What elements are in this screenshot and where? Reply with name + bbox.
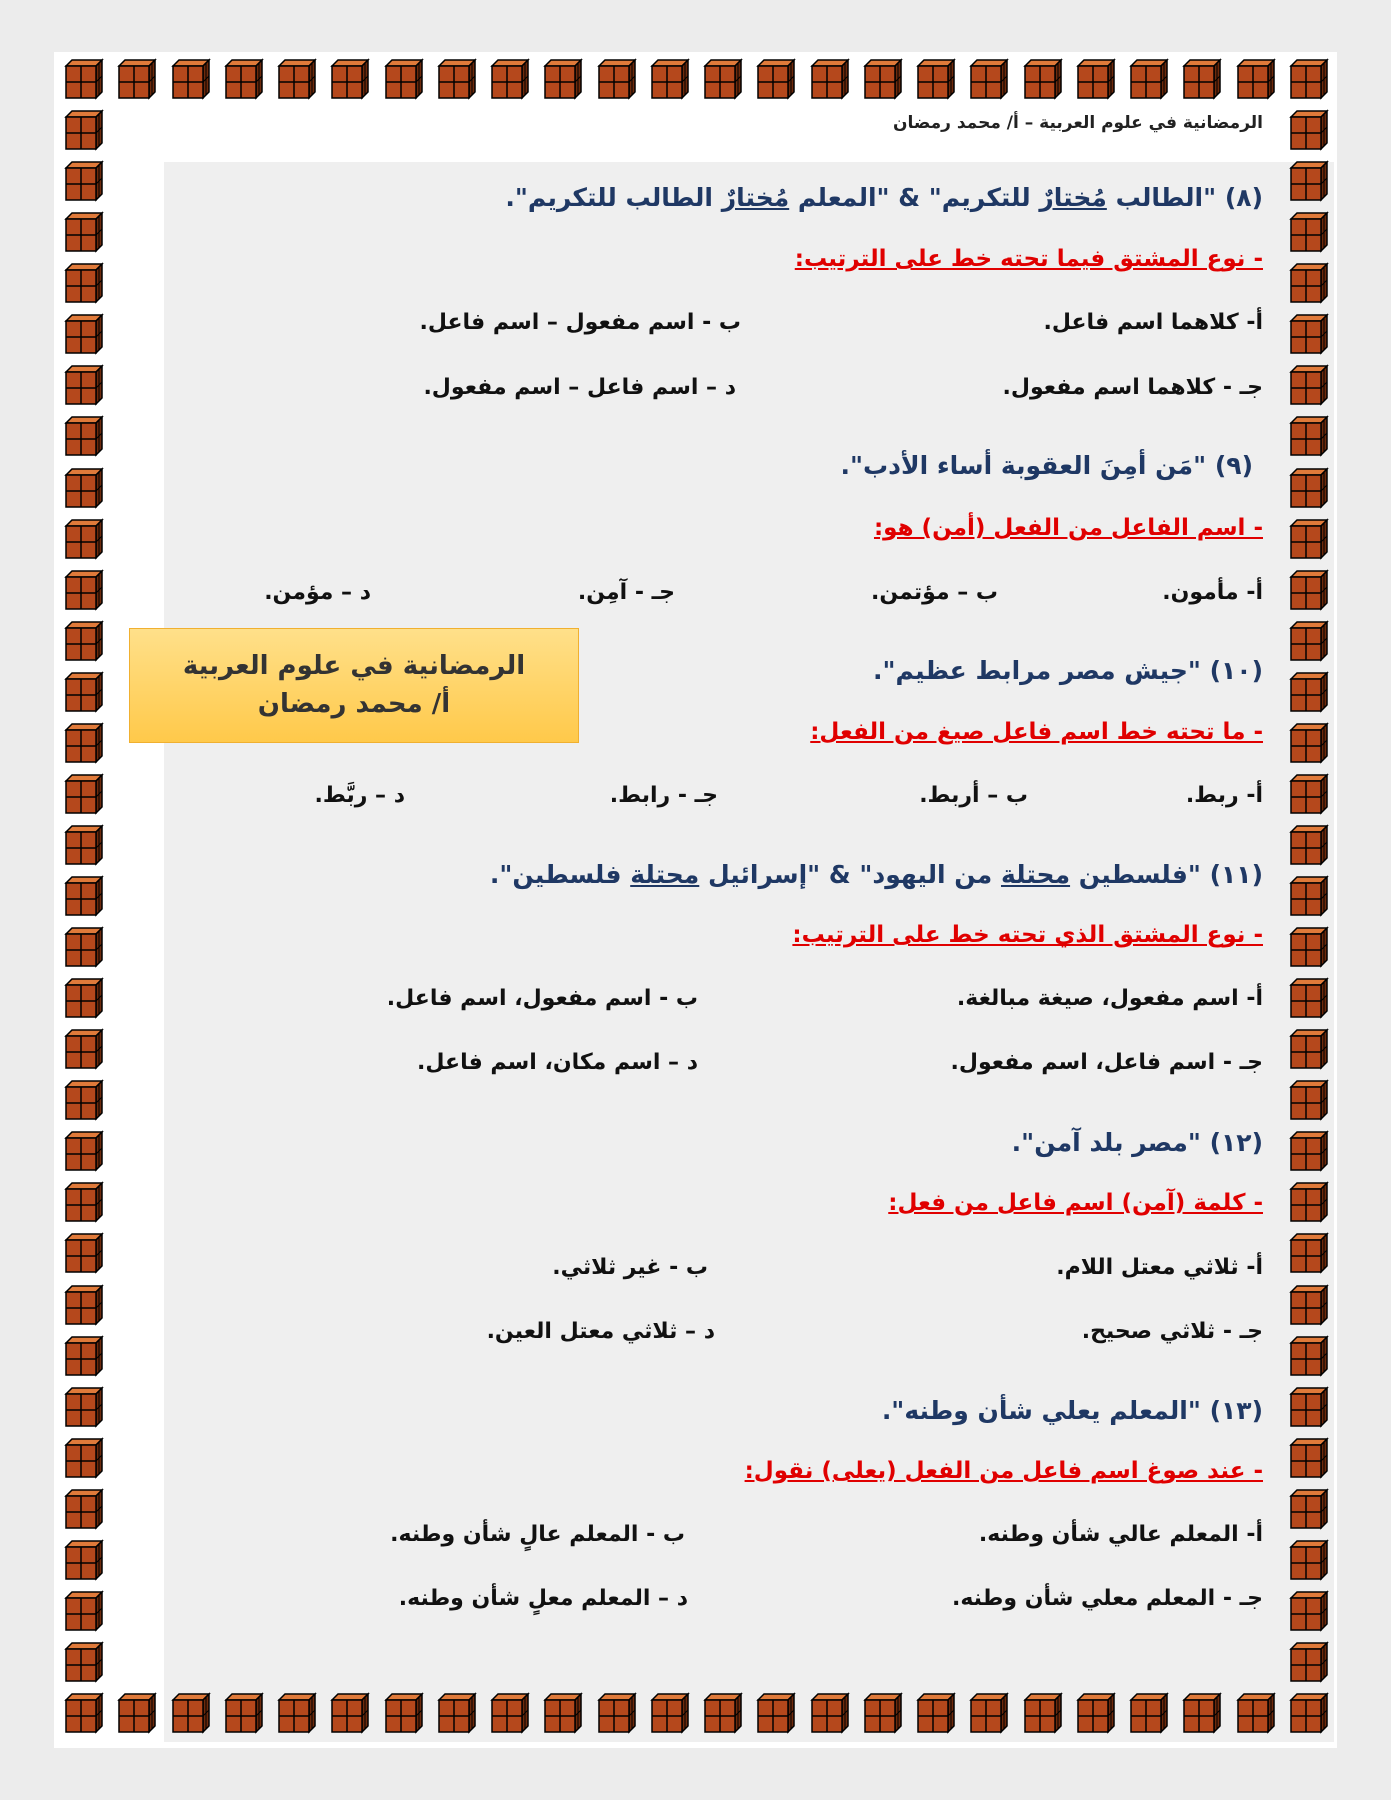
brick-border-tile (1287, 262, 1329, 304)
brick-border-tile (914, 58, 956, 100)
badge-author: أ/ محمد رمضان (257, 688, 451, 719)
brick-border-tile (488, 58, 530, 100)
brick-border-tile (62, 1130, 104, 1172)
option-a[interactable]: أ- كلاهما اسم فاعل. (1043, 310, 1263, 335)
brick-border-tile (1287, 722, 1329, 764)
question-8 (505, 183, 1263, 212)
brick-border-tile (1074, 1692, 1116, 1734)
brick-border-tile (62, 1079, 104, 1121)
brick-border-tile (169, 58, 211, 100)
brick-border-tile (62, 977, 104, 1019)
brick-border-tile (1287, 926, 1329, 968)
brick-border-tile (62, 1539, 104, 1581)
question-text: فلسطين". (489, 860, 631, 889)
question-10-instruction: - ما تحته خط اسم فاعل صيغ من الفعل: (810, 719, 1263, 745)
question-text: من اليهود" & "إسرائيل (699, 860, 1001, 889)
underlined-word: مُختارٌ (721, 183, 790, 212)
brick-border-tile (382, 58, 424, 100)
brick-border-tile (1287, 1130, 1329, 1172)
brick-border-tile (1287, 1641, 1329, 1683)
brick-border-tile (435, 58, 477, 100)
option-d[interactable]: د – المعلم معلٍ شأن وطنه. (398, 1586, 688, 1611)
brick-border-tile (1287, 1437, 1329, 1479)
question-number: (١٠) (1209, 656, 1263, 685)
option-b[interactable]: ب - غير ثلاثي. (552, 1255, 708, 1280)
brick-border-tile (62, 773, 104, 815)
question-number: (٩) (1214, 451, 1253, 480)
brick-border-tile (328, 1692, 370, 1734)
question-9-instruction: - اسم الفاعل من الفعل (أمن) هو: (873, 515, 1263, 541)
question-text: الطالب للتكريم". (505, 183, 722, 212)
brick-border-tile (488, 1692, 530, 1734)
brick-border-tile (62, 211, 104, 253)
option-b[interactable]: ب - اسم مفعول – اسم فاعل. (419, 310, 741, 335)
brick-border-tile (62, 415, 104, 457)
brick-border-tile (1287, 1335, 1329, 1377)
question-number: (١٣) (1209, 1396, 1263, 1425)
brick-border-tile (62, 313, 104, 355)
option-d[interactable]: د – ربَّط. (314, 783, 405, 808)
option-d[interactable]: د – اسم مكان، اسم فاعل. (417, 1050, 698, 1075)
brick-border-tile (1021, 58, 1063, 100)
brick-border-tile (541, 58, 583, 100)
brick-border-tile (967, 1692, 1009, 1734)
question-text: "الطالب (1106, 183, 1217, 212)
brick-border-tile (1287, 1232, 1329, 1274)
option-c[interactable]: جـ - آمِن. (577, 580, 675, 605)
brick-border-tile (1180, 58, 1222, 100)
brick-border-tile (1287, 313, 1329, 355)
option-c[interactable]: جـ - المعلم معلي شأن وطنه. (951, 1586, 1263, 1611)
option-a[interactable]: أ- مأمون. (1162, 580, 1263, 605)
brick-border-tile (1287, 1386, 1329, 1428)
question-text: "مَن أمِنَ العقوبة أساء الأدب". (840, 451, 1207, 480)
brick-border-tile (1287, 875, 1329, 917)
brick-border-tile (1287, 160, 1329, 202)
brick-border-tile (62, 1692, 104, 1734)
brick-border-tile (328, 58, 370, 100)
question-11-instruction: - نوع المشتق الذي تحته خط على الترتيب: (792, 922, 1263, 948)
option-c[interactable]: جـ - ثلاثي صحيح. (1081, 1319, 1263, 1344)
underlined-word: محتلة (1000, 860, 1071, 889)
brick-border-tile (1287, 671, 1329, 713)
brick-border-tile (62, 1641, 104, 1683)
page-header: الرمضانية في علوم العربية – أ/ محمد رمضان (892, 113, 1263, 133)
brick-border-tile (1287, 467, 1329, 509)
brick-border-tile (861, 58, 903, 100)
brick-border-tile (1287, 109, 1329, 151)
brick-border-tile (115, 1692, 157, 1734)
brick-border-tile (595, 58, 637, 100)
brick-border-tile (1287, 1181, 1329, 1223)
option-b[interactable]: ب – أربط. (919, 783, 1028, 808)
brick-border-tile (1287, 1079, 1329, 1121)
question-text: "مصر بلد آمن". (1011, 1128, 1201, 1157)
question-13 (882, 1396, 1263, 1425)
brick-border-tile (1287, 1028, 1329, 1070)
question-11 (490, 860, 1263, 889)
brick-border-tile (62, 722, 104, 764)
question-text: للتكريم" & "المعلم (789, 183, 1040, 212)
brick-border-tile (1287, 58, 1329, 100)
option-b[interactable]: ب - اسم مفعول، اسم فاعل. (386, 986, 698, 1011)
brick-border-tile (1074, 58, 1116, 100)
question-text: "فلسطين (1070, 860, 1201, 889)
page-sheet (54, 52, 1337, 1748)
brick-border-tile (1234, 58, 1276, 100)
brick-border-tile (62, 58, 104, 100)
question-13-instruction: - عند صوغ اسم فاعل من الفعل (يعلى) نقول: (744, 1458, 1263, 1484)
underlined-word: مُختارٌ (1039, 183, 1107, 212)
brick-border-tile (754, 1692, 796, 1734)
brick-border-tile (62, 1181, 104, 1223)
brick-border-tile (169, 1692, 211, 1734)
brick-border-tile (275, 58, 317, 100)
brick-border-tile (62, 364, 104, 406)
brick-border-tile (967, 58, 1009, 100)
brick-border-tile (62, 262, 104, 304)
brick-border-tile (62, 1335, 104, 1377)
brick-border-tile (1287, 1590, 1329, 1632)
brick-border-tile (1287, 773, 1329, 815)
brick-border-tile (1287, 364, 1329, 406)
brick-border-tile (648, 1692, 690, 1734)
option-c[interactable]: جـ - اسم فاعل، اسم مفعول. (950, 1050, 1263, 1075)
brick-border-tile (595, 1692, 637, 1734)
brick-border-tile (115, 58, 157, 100)
brick-border-tile (1287, 824, 1329, 866)
brick-border-tile (1021, 1692, 1063, 1734)
brick-border-tile (62, 569, 104, 611)
brick-border-tile (62, 109, 104, 151)
brick-border-tile (701, 58, 743, 100)
brick-border-tile (1287, 1488, 1329, 1530)
brick-border-tile (62, 1232, 104, 1274)
brick-border-tile (1287, 1284, 1329, 1326)
brick-border-tile (648, 58, 690, 100)
question-8-instruction: - نوع المشتق فيما تحته خط على الترتيب: (794, 246, 1263, 272)
brick-border-tile (808, 1692, 850, 1734)
brick-border-tile (62, 1028, 104, 1070)
option-a[interactable]: أ- المعلم عالي شأن وطنه. (978, 1522, 1263, 1547)
option-a[interactable]: أ- ثلاثي معتل اللام. (1056, 1255, 1263, 1280)
brick-border-tile (62, 824, 104, 866)
brick-border-tile (1287, 569, 1329, 611)
brick-border-tile (62, 926, 104, 968)
brick-border-tile (62, 1590, 104, 1632)
brick-border-tile (701, 1692, 743, 1734)
brick-border-tile (62, 1386, 104, 1428)
underlined-word: محتلة (630, 860, 700, 889)
brick-border-tile (62, 160, 104, 202)
option-a[interactable]: أ- ربط. (1185, 783, 1263, 808)
brick-border-tile (754, 58, 796, 100)
brick-border-tile (1287, 1539, 1329, 1581)
question-number: (٨) (1224, 183, 1263, 212)
brick-border-tile (382, 1692, 424, 1734)
brick-border-tile (435, 1692, 477, 1734)
option-d[interactable]: د – ثلاثي معتل العين. (486, 1319, 715, 1344)
brick-border-tile (861, 1692, 903, 1734)
question-text: "جيش مصر مرابط عظيم". (872, 656, 1201, 685)
brick-border-tile (275, 1692, 317, 1734)
brick-border-tile (914, 1692, 956, 1734)
question-number: (١٢) (1209, 1128, 1263, 1157)
question-number: (١١) (1209, 860, 1263, 889)
option-a[interactable]: أ- اسم مفعول، صيغة مبالغة. (956, 986, 1263, 1011)
author-badge (129, 628, 579, 743)
brick-border-tile (541, 1692, 583, 1734)
brick-border-tile (1287, 1692, 1329, 1734)
brick-border-tile (62, 467, 104, 509)
brick-border-tile (222, 1692, 264, 1734)
option-b[interactable]: ب – مؤتمن. (870, 580, 998, 605)
brick-border-tile (1287, 415, 1329, 457)
brick-border-tile (808, 58, 850, 100)
option-d[interactable]: د – مؤمن. (264, 580, 371, 605)
brick-border-tile (62, 671, 104, 713)
brick-border-tile (1287, 620, 1329, 662)
brick-border-tile (62, 1437, 104, 1479)
badge-title: الرمضانية في علوم العربية (182, 650, 526, 681)
brick-border-tile (62, 1284, 104, 1326)
brick-border-tile (1127, 1692, 1169, 1734)
brick-border-tile (1234, 1692, 1276, 1734)
question-12-instruction: - كلمة (آمن) اسم فاعل من فعل: (888, 1190, 1263, 1216)
brick-border-tile (1127, 58, 1169, 100)
brick-border-tile (1180, 1692, 1222, 1734)
option-c[interactable]: جـ - رابط. (609, 783, 718, 808)
question-12 (1012, 1128, 1263, 1157)
option-b[interactable]: ب - المعلم عالٍ شأن وطنه. (390, 1522, 685, 1547)
brick-border-tile (62, 1488, 104, 1530)
brick-border-tile (1287, 211, 1329, 253)
brick-border-tile (62, 518, 104, 560)
option-c[interactable]: جـ - كلاهما اسم مفعول. (1002, 375, 1263, 400)
brick-border-tile (1287, 977, 1329, 1019)
question-text: "المعلم يعلي شأن وطنه". (881, 1396, 1201, 1425)
question-9 (841, 451, 1253, 480)
option-d[interactable]: د – اسم فاعل – اسم مفعول. (423, 375, 736, 400)
question-10 (873, 656, 1263, 685)
brick-border-tile (1287, 518, 1329, 560)
brick-border-tile (222, 58, 264, 100)
brick-border-tile (62, 875, 104, 917)
brick-border-tile (62, 620, 104, 662)
